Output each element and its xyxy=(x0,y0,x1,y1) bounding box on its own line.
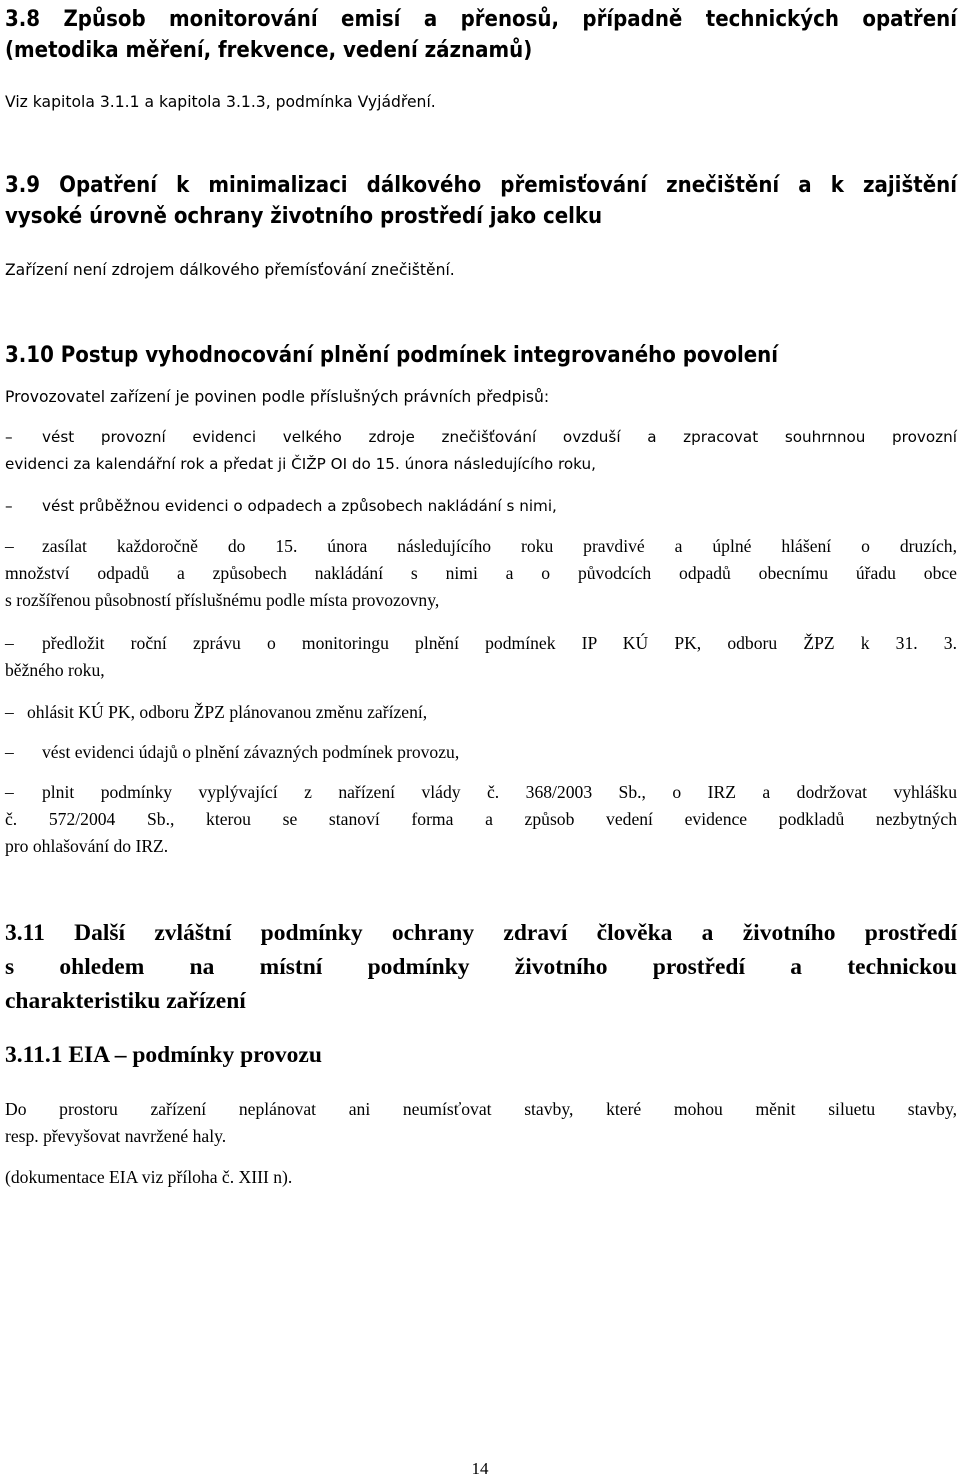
paragraph-line: resp. převyšovat navržené haly. xyxy=(5,1126,227,1146)
list-item xyxy=(5,424,957,478)
list-item xyxy=(5,533,957,614)
section-3-8-text: Viz kapitola 3.1.1 a kapitola 3.1.3, podmínka Vyjádření. xyxy=(5,93,436,111)
section-3-9-heading-line2: vysoké úrovně ochrany životního prostředí jako celku xyxy=(5,204,603,229)
list-item-line: zasílat každoročně do 15. února následujícího roku pravdivé a úplné hlášení o druzích, xyxy=(42,536,957,556)
section-3-11-1-heading: 3.11.1 EIA – podmínky provozu xyxy=(5,1042,322,1068)
list-dash: – xyxy=(5,497,13,515)
list-dash: – xyxy=(5,428,13,446)
list-dash: – xyxy=(5,702,14,722)
list-item-line: ohlásit KÚ PK, odboru ŽPZ plánovanou změnu zařízení, xyxy=(27,702,428,722)
paragraph-line: Do prostoru zařízení neplánovat ani neumísťovat stavby, které mohou měnit siluetu stavby, xyxy=(5,1099,957,1119)
list-dash: – xyxy=(5,782,14,802)
section-3-11-heading-line1: 3.11 Další zvláštní podmínky ochrany zdraví člověka a životního prostředí xyxy=(5,920,957,946)
list-item-line: běžného roku, xyxy=(5,660,105,680)
list-item-line: evidenci za kalendářní rok a předat ji ČIŽP OI do 15. února následujícího roku, xyxy=(5,455,596,473)
section-3-10-intro: Provozovatel zařízení je povinen podle příslušných právních předpisů: xyxy=(5,388,550,406)
list-item-line: s rozšířenou působností příslušnému podle místa provozovny, xyxy=(5,590,440,610)
list-dash: – xyxy=(5,742,14,762)
section-3-11-heading-line2: s ohledem na místní podmínky životního prostředí a technickou xyxy=(5,954,957,980)
section-3-11-heading-line3: charakteristiku zařízení xyxy=(5,988,246,1014)
list-item-line: množství odpadů a způsobech nakládání s nimi a o původcích odpadů obecnímu úřadu obce xyxy=(5,563,957,583)
list-item-line: pro ohlašování do IRZ. xyxy=(5,836,169,856)
section-3-9-text: Zařízení není zdrojem dálkového přemísťování znečištění. xyxy=(5,261,455,279)
list-item-line: vést průběžnou evidenci o odpadech a způsobech nakládání s nimi, xyxy=(42,497,557,515)
list-item xyxy=(5,739,957,766)
list-item xyxy=(5,493,957,520)
eia-note: (dokumentace EIA viz příloha č. XIII n). xyxy=(5,1167,293,1187)
list-item-line: plnit podmínky vyplývající z nařízení vlády č. 368/2003 Sb., o IRZ a dodržovat vyhlášku xyxy=(42,782,957,802)
section-3-11-1-text xyxy=(5,1096,957,1150)
list-item xyxy=(5,779,957,860)
list-item-line: č. 572/2004 Sb., kterou se stanoví forma a způsob vedení evidence podkladů nezbytných xyxy=(5,809,957,829)
section-3-8-heading-line1: 3.8 Způsob monitorování emisí a přenosů, případně technických opatření xyxy=(5,7,957,32)
list-item xyxy=(5,630,957,684)
section-3-8 xyxy=(5,4,957,66)
section-3-11 xyxy=(5,918,957,1017)
section-3-9-heading-line1: 3.9 Opatření k minimalizaci dálkového přemisťování znečištění a k zajištění xyxy=(5,173,957,198)
list-dash: – xyxy=(5,633,14,653)
list-item-line: vést evidenci údajů o plnění závazných podmínek provozu, xyxy=(42,742,460,762)
list-item-line: předložit roční zprávu o monitoringu plnění podmínek IP KÚ PK, odboru ŽPZ k 31. 3. xyxy=(42,633,957,653)
section-3-10-heading: 3.10 Postup vyhodnocování plnění podmínek integrovaného povolení xyxy=(5,343,779,368)
list-dash: – xyxy=(5,536,14,556)
section-3-9 xyxy=(5,170,957,232)
list-item xyxy=(5,699,957,726)
list-item-line: vést provozní evidenci velkého zdroje znečišťování ovzduší a zpracovat souhrnnou provozní xyxy=(42,428,957,446)
page-number: 14 xyxy=(471,1459,489,1478)
section-3-8-heading-line2: (metodika měření, frekvence, vedení záznamů) xyxy=(5,38,533,63)
